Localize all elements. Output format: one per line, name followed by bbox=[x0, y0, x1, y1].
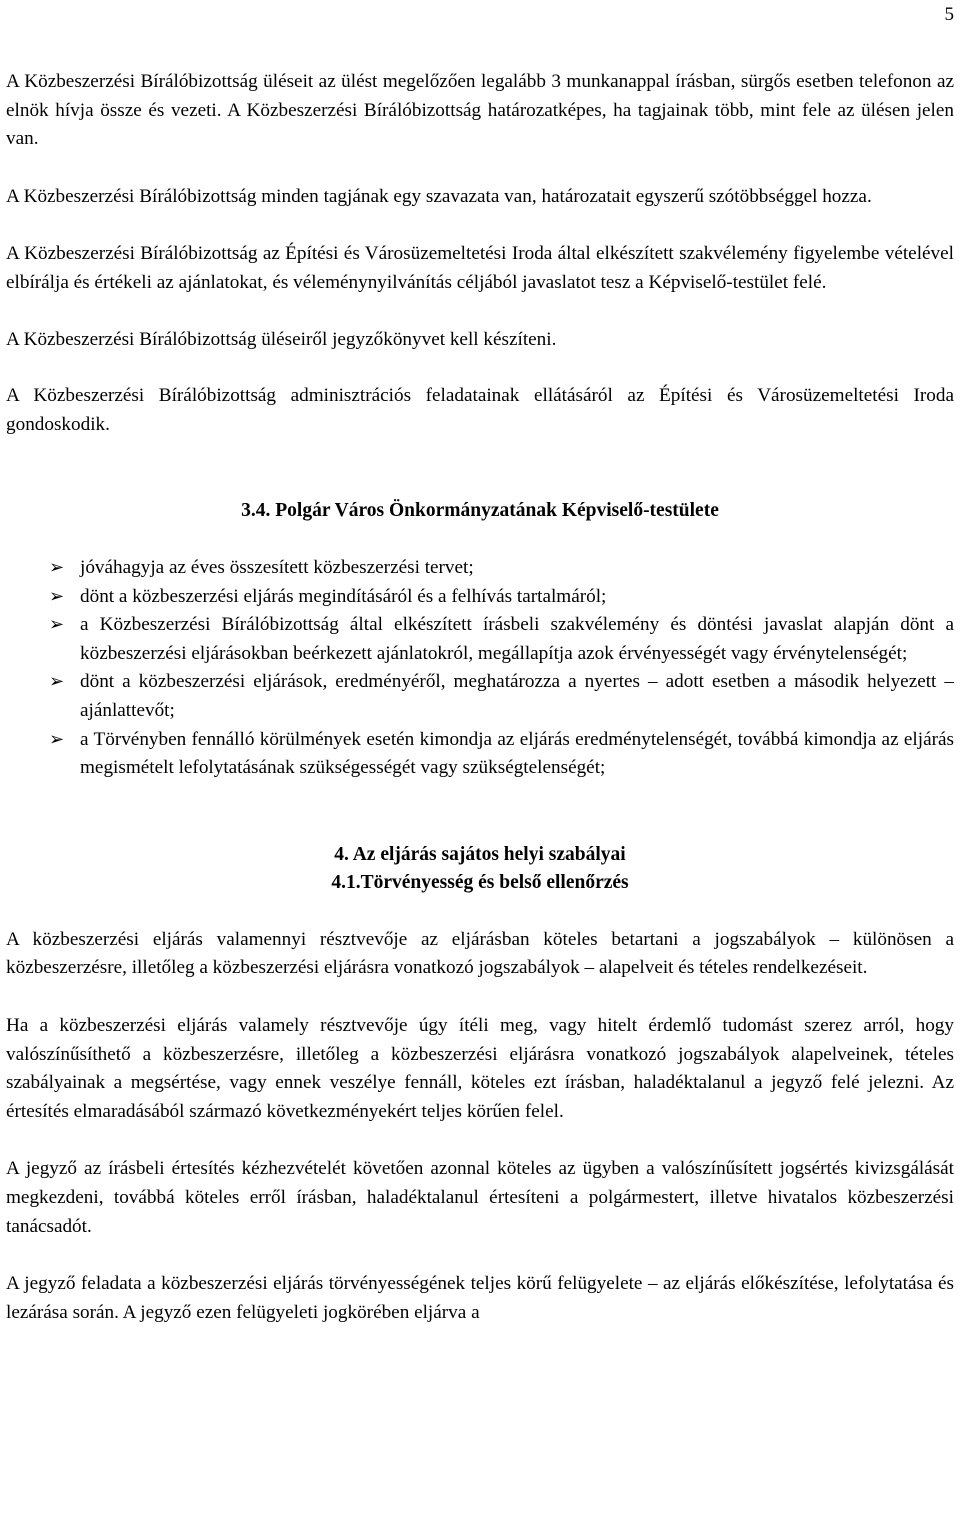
list-item-text: jóváhagyja az éves összesített közbeszerzési tervet; bbox=[80, 556, 474, 578]
arrow-bullet-icon: ➢ bbox=[49, 556, 65, 578]
arrow-bullet-icon: ➢ bbox=[49, 585, 65, 607]
arrow-bullet-icon: ➢ bbox=[49, 671, 65, 693]
paragraph-legality: A közbeszerzési eljárás valamennyi résztvevője az eljárásban köteles betartani a jogszabályok – különösen a közbeszerzésre, illetőleg a közbeszerzési eljárásra vonatkozó jogszabályok – alapelveit és tételes rendelkezéseit. bbox=[6, 928, 954, 979]
list-item bbox=[6, 668, 954, 725]
arrow-bullet-icon: ➢ bbox=[49, 728, 65, 750]
page-number: 5 bbox=[944, 4, 954, 25]
section-4-headings bbox=[6, 841, 954, 898]
list-item bbox=[6, 583, 954, 612]
paragraph-evaluation: A Közbeszerzési Bírálóbizottság az Építési és Városüzemeltetési Iroda által elkészített szakvélemény figyelembe vételével elbírálja és értékeli az ajánlatokat, és véleménynyilvánítás céljából javaslatot tesz a Képviselő-testület felé. bbox=[6, 243, 954, 293]
paragraph-voting: A Közbeszerzési Bírálóbizottság minden tagjának egy szavazata van, határozatait egyszerű szótöbbséggel hozza. bbox=[6, 185, 872, 207]
paragraph-notary-investigation: A jegyző az írásbeli értesítés kézhezvételét követően azonnal köteles az ügyben a valószínűsített jogsértés kivizsgálását megkezdeni, továbbá köteles erről írásban, haladéktalanul értesíteni a polgármestert, illetve hivatalos közbeszerzési tanácsadót. bbox=[6, 1158, 954, 1237]
paragraph-minutes: A Közbeszerzési Bírálóbizottság üléseiről jegyzőkönyvet kell készíteni. bbox=[6, 328, 557, 350]
subsection-heading-4-1: 4.1.Törvényesség és belső ellenőrzés bbox=[331, 872, 629, 894]
arrow-bullet-icon: ➢ bbox=[49, 614, 65, 636]
list-item bbox=[6, 726, 954, 783]
list-item bbox=[6, 554, 954, 583]
list-item-text: dönt a közbeszerzési eljárás megindításáról és a felhívás tartalmáról; bbox=[80, 585, 607, 607]
paragraph-meeting-convening: A Közbeszerzési Bírálóbizottság üléseit az ülést megelőzően legalább 3 munkanappal írásban, sürgős esetben telefonon az elnök hívja össze és vezeti. A Közbeszerzési Bírálóbizottság határozatképes, ha tagjainak több, mint fele az ülésen jelen van. bbox=[6, 71, 954, 150]
list-item bbox=[6, 611, 954, 668]
paragraph-violation-reporting: Ha a közbeszerzési eljárás valamely résztvevője úgy ítéli meg, vagy hitelt érdemlő tudomást szerez arról, hogy valószínűsíthető a közbeszerzésre, illetőleg a közbeszerzési eljárásra vonatkozó jogszabályok alapelveinek, tételes szabályainak a megsértése, vagy ennek veszélye fennáll, köteles ezt írásban, haladéktalanul a jegyző felé jelezni. Az értesítés elmaradásából származó következményekért teljes körűen felel. bbox=[6, 1015, 954, 1122]
page-content bbox=[6, 68, 954, 1327]
bullet-list bbox=[6, 554, 954, 783]
list-item-text: a Közbeszerzési Bírálóbizottság által elkészített írásbeli szakvélemény és döntési javaslat alapján dönt a közbeszerzési eljárásokban beérkezett ajánlatokról, megállapítja azok érvényességét vagy érvénytelenségét; bbox=[80, 614, 954, 664]
section-heading-4: 4. Az eljárás sajátos helyi szabályai bbox=[334, 843, 626, 865]
paragraph-notary-supervision: A jegyző feladata a közbeszerzési eljárás törvényességének teljes körű felügyelete – az eljárás előkészítése, lefolytatása és lezárása során. A jegyző ezen felügyeleti jogkörében eljárva a bbox=[6, 1273, 954, 1323]
paragraph-administration: A Közbeszerzési Bírálóbizottság adminisztrációs feladatainak ellátásáról az Építési és Városüzemeltetési Iroda gondoskodik. bbox=[6, 385, 954, 435]
list-item-text: a Törvényben fennálló körülmények esetén kimondja az eljárás eredménytelenségét, továbbá kimondja az eljárás megismételt lefolytatásának szükségességét vagy szükségtelenségét; bbox=[80, 728, 954, 779]
list-item-text: dönt a közbeszerzési eljárások, eredményéről, meghatározza a nyertes – adott esetben a második helyezett – ajánlattevőt; bbox=[80, 671, 954, 721]
section-heading-3-4: 3.4. Polgár Város Önkormányzatának Képviselő-testülete bbox=[241, 500, 719, 522]
